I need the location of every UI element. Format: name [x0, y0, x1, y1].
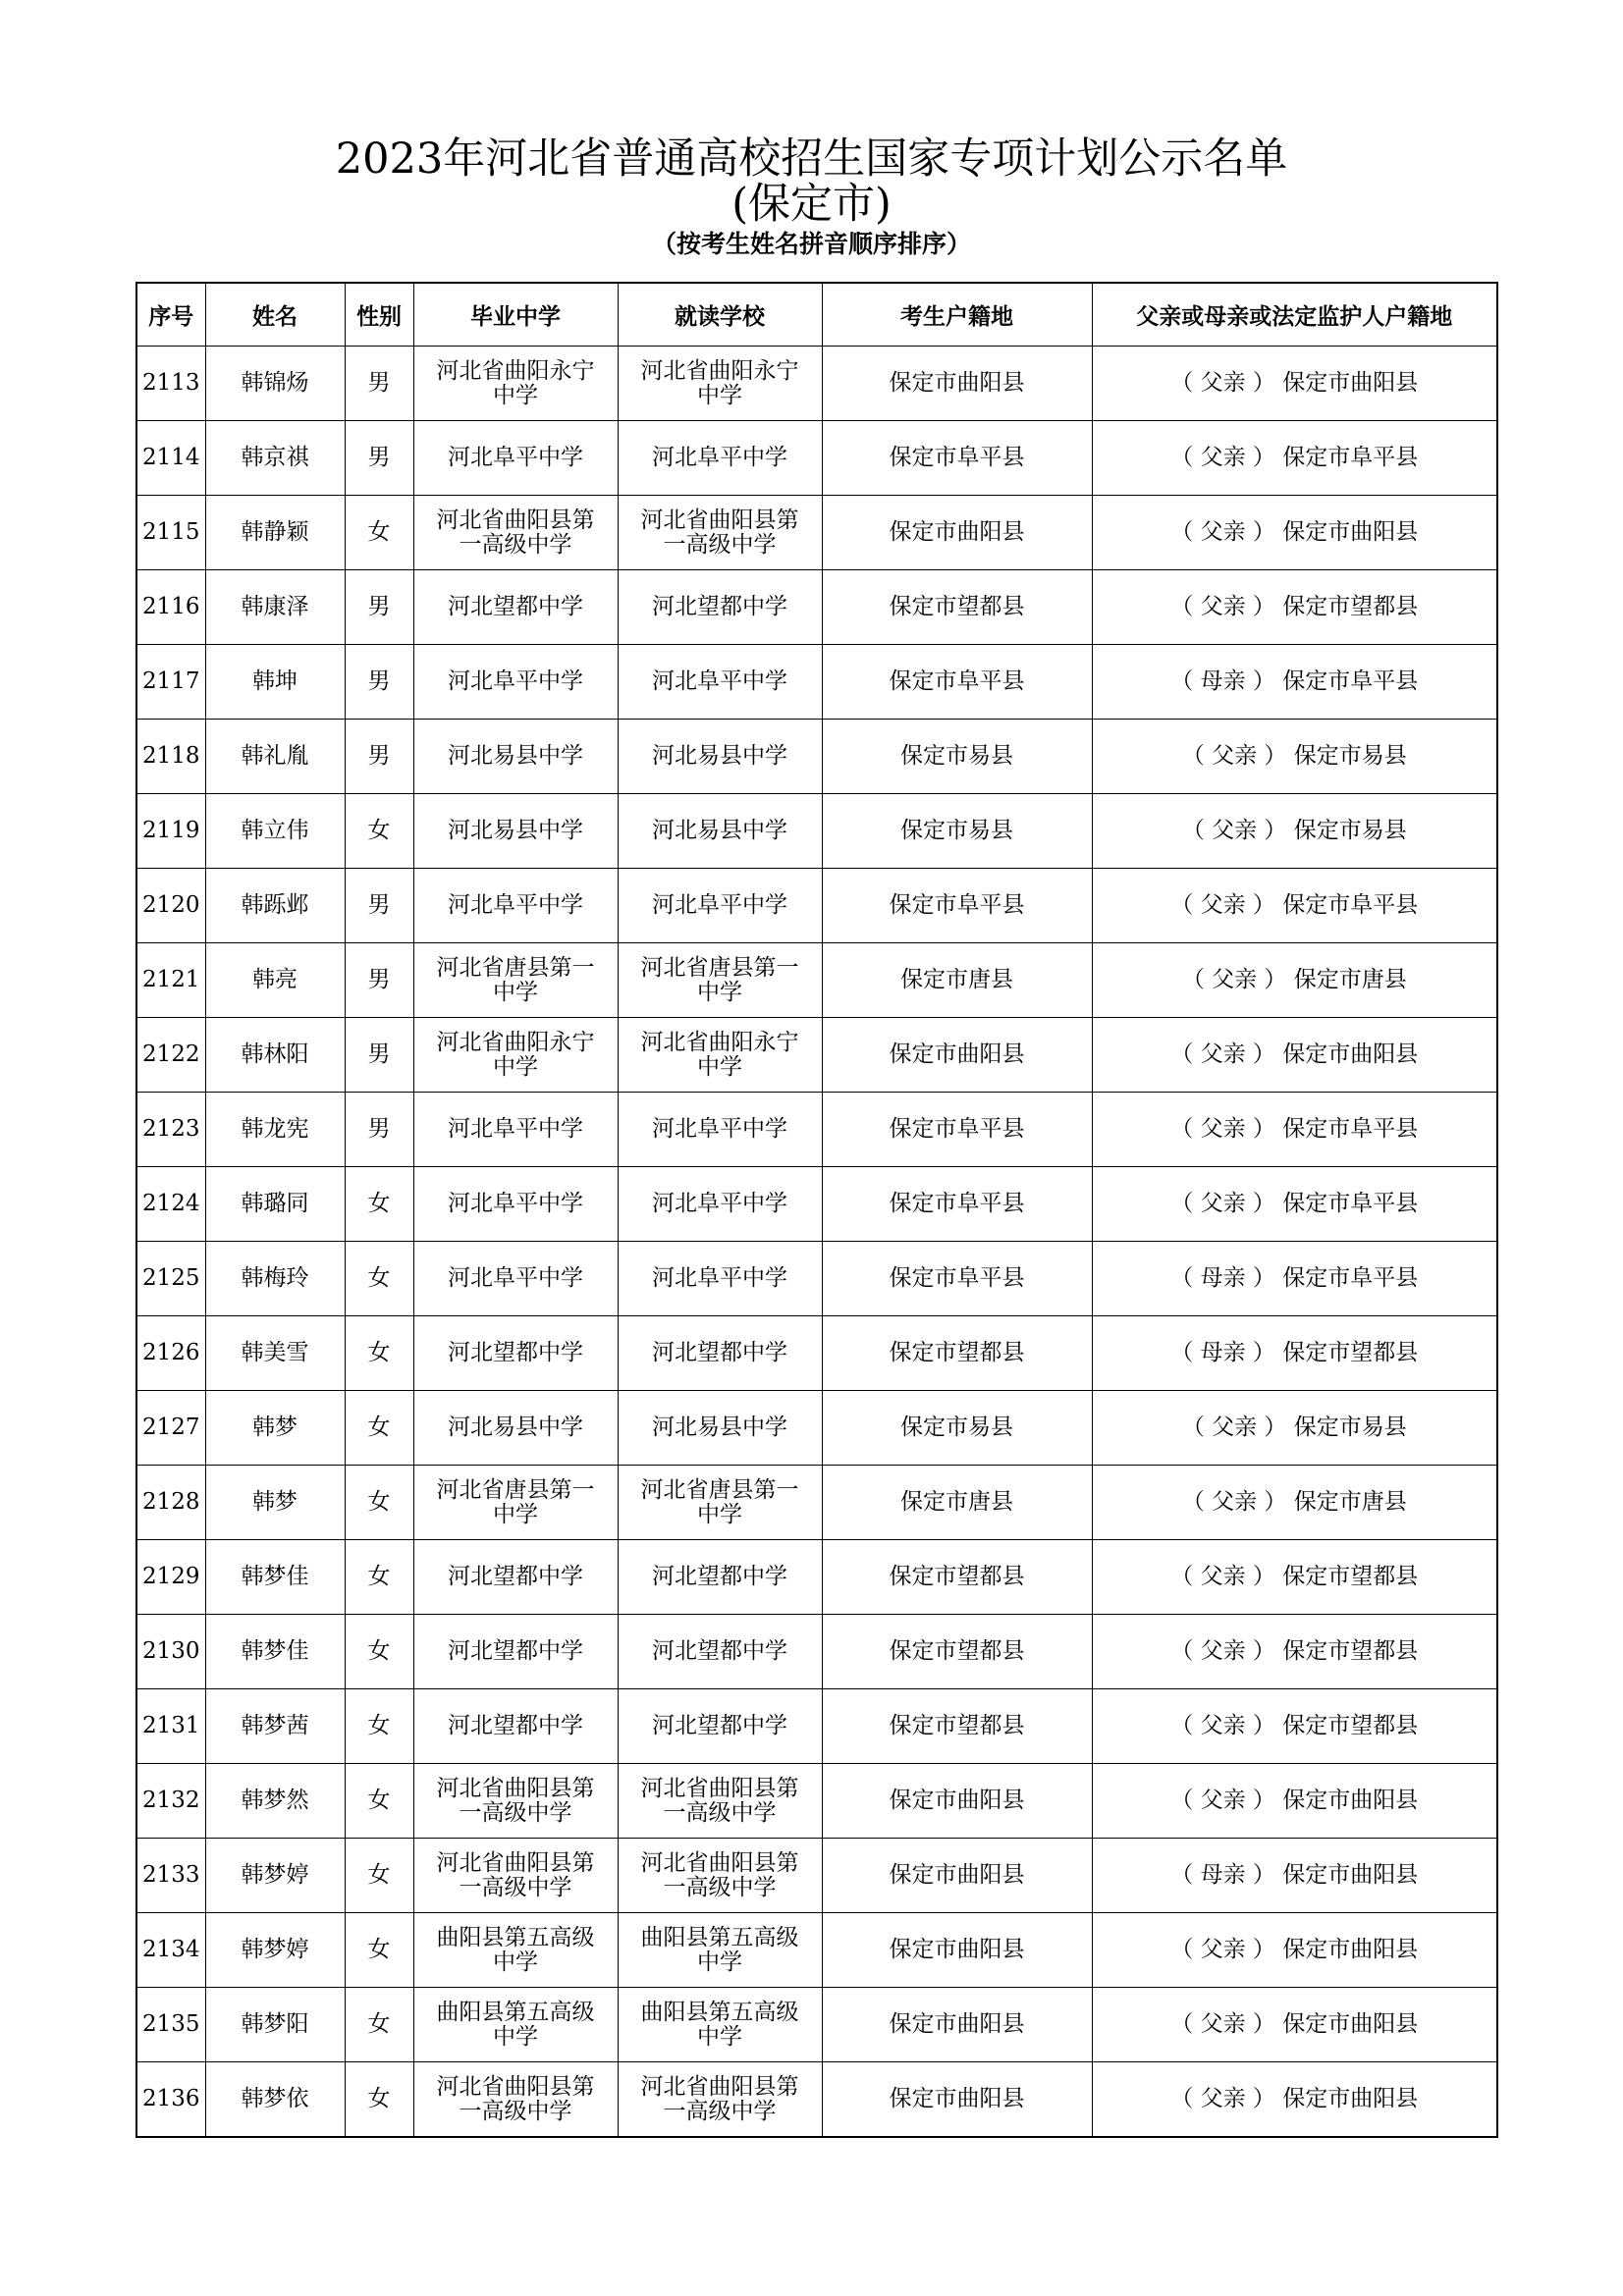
cell-name: 韩亮: [205, 943, 345, 1018]
table-row: [136, 794, 1497, 869]
table-row: [136, 1167, 1497, 1242]
cell-graduation-school-text: 河北望都中学: [448, 1638, 583, 1664]
cell-name: 韩梦阳: [205, 1988, 345, 2062]
cell-current-school-text: 河北望都中学: [652, 1340, 787, 1365]
cell-seq: 2122: [136, 1018, 205, 1093]
cell-graduation-school: [413, 1093, 618, 1167]
table-row: [136, 1913, 1497, 1988]
cell-gender: 女: [345, 1540, 413, 1615]
cell-graduation-school: [413, 1615, 618, 1689]
cell-gender: 男: [345, 645, 413, 720]
cell-seq: 2135: [136, 1988, 205, 2062]
cell-name: 韩康泽: [205, 570, 345, 645]
cell-guardian-residence: （ 父亲 ） 保定市曲阳县: [1092, 347, 1497, 421]
cell-name: 韩梦依: [205, 2062, 345, 2138]
column-header-seq: 序号: [136, 283, 205, 347]
cell-current-school-text: 河北省曲阳县第一高级中学: [640, 2073, 799, 2124]
table-row: [136, 1316, 1497, 1391]
table-row: [136, 347, 1497, 421]
cell-current-school: [618, 1093, 822, 1167]
cell-residence: 保定市唐县: [822, 1466, 1092, 1540]
cell-guardian-residence: （ 母亲 ） 保定市阜平县: [1092, 1242, 1497, 1316]
cell-guardian-residence: （ 父亲 ） 保定市阜平县: [1092, 421, 1497, 496]
cell-seq: 2131: [136, 1689, 205, 1764]
cell-guardian-residence: （ 父亲 ） 保定市唐县: [1092, 943, 1497, 1018]
cell-current-school-text: 河北易县中学: [652, 1415, 787, 1440]
cell-seq: 2132: [136, 1764, 205, 1839]
cell-guardian-residence: （ 父亲 ） 保定市阜平县: [1092, 869, 1497, 943]
table-row: [136, 570, 1497, 645]
cell-graduation-school: [413, 1839, 618, 1913]
cell-guardian-residence: （ 父亲 ） 保定市曲阳县: [1092, 2062, 1497, 2138]
cell-gender: 男: [345, 943, 413, 1018]
cell-current-school-text: 曲阳县第五高级中学: [640, 1999, 799, 2050]
cell-name: 韩龙宪: [205, 1093, 345, 1167]
cell-residence: 保定市望都县: [822, 1540, 1092, 1615]
cell-graduation-school-text: 河北阜平中学: [448, 892, 583, 918]
cell-current-school: [618, 645, 822, 720]
cell-guardian-residence: （ 父亲 ） 保定市唐县: [1092, 1466, 1497, 1540]
cell-guardian-residence: （ 父亲 ） 保定市曲阳县: [1092, 1018, 1497, 1093]
cell-current-school: [618, 794, 822, 869]
cell-name: 韩梦婷: [205, 1839, 345, 1913]
cell-residence: 保定市阜平县: [822, 1167, 1092, 1242]
table-row: [136, 720, 1497, 794]
cell-guardian-residence: （ 父亲 ） 保定市阜平县: [1092, 1167, 1497, 1242]
cell-residence: 保定市曲阳县: [822, 347, 1092, 421]
cell-gender: 男: [345, 570, 413, 645]
cell-residence: 保定市望都县: [822, 1615, 1092, 1689]
cell-current-school-text: 河北省唐县第一中学: [640, 1476, 799, 1527]
cell-name: 韩跞邺: [205, 869, 345, 943]
cell-seq: 2134: [136, 1913, 205, 1988]
cell-residence: 保定市易县: [822, 720, 1092, 794]
cell-seq: 2121: [136, 943, 205, 1018]
cell-graduation-school: [413, 570, 618, 645]
cell-graduation-school-text: 河北望都中学: [448, 594, 583, 619]
table-row: [136, 2062, 1497, 2138]
cell-graduation-school-text: 河北省曲阳县第一高级中学: [436, 2073, 595, 2124]
cell-current-school: [618, 1764, 822, 1839]
cell-current-school-text: 河北阜平中学: [652, 668, 787, 694]
cell-current-school: [618, 1242, 822, 1316]
cell-current-school: [618, 570, 822, 645]
cell-seq: 2118: [136, 720, 205, 794]
cell-seq: 2114: [136, 421, 205, 496]
document-title: 2023年河北省普通高校招生国家专项计划公示名单: [335, 134, 1288, 184]
cell-graduation-school-text: 河北阜平中学: [448, 1265, 583, 1291]
cell-gender: 男: [345, 1093, 413, 1167]
cell-current-school-text: 河北望都中学: [652, 594, 787, 619]
cell-name: 韩梦: [205, 1391, 345, 1466]
cell-gender: 女: [345, 1466, 413, 1540]
cell-graduation-school: [413, 869, 618, 943]
cell-current-school: [618, 496, 822, 570]
table-row: [136, 943, 1497, 1018]
cell-current-school: [618, 869, 822, 943]
cell-current-school-text: 河北易县中学: [652, 743, 787, 769]
column-header-graduation-school: 毕业中学: [413, 283, 618, 347]
table-row: [136, 1093, 1497, 1167]
cell-guardian-residence: （ 父亲 ） 保定市望都县: [1092, 1689, 1497, 1764]
cell-current-school-text: 河北阜平中学: [652, 1265, 787, 1291]
cell-current-school: [618, 1988, 822, 2062]
cell-guardian-residence: （ 父亲 ） 保定市望都县: [1092, 570, 1497, 645]
cell-current-school-text: 河北阜平中学: [652, 445, 787, 470]
cell-name: 韩梅玲: [205, 1242, 345, 1316]
cell-residence: 保定市曲阳县: [822, 1913, 1092, 1988]
cell-name: 韩京祺: [205, 421, 345, 496]
cell-guardian-residence: （ 父亲 ） 保定市曲阳县: [1092, 496, 1497, 570]
cell-residence: 保定市阜平县: [822, 1093, 1092, 1167]
cell-current-school: [618, 1615, 822, 1689]
cell-seq: 2115: [136, 496, 205, 570]
cell-seq: 2120: [136, 869, 205, 943]
cell-name: 韩梦: [205, 1466, 345, 1540]
table-row: [136, 1764, 1497, 1839]
cell-graduation-school: [413, 1540, 618, 1615]
table-row: [136, 1689, 1497, 1764]
cell-graduation-school: [413, 1167, 618, 1242]
table-row: [136, 421, 1497, 496]
cell-graduation-school: [413, 421, 618, 496]
cell-current-school-text: 河北省曲阳永宁中学: [640, 357, 799, 408]
cell-guardian-residence: （ 父亲 ） 保定市易县: [1092, 1391, 1497, 1466]
cell-seq: 2128: [136, 1466, 205, 1540]
cell-graduation-school-text: 河北省曲阳县第一高级中学: [436, 1849, 595, 1900]
cell-residence: 保定市曲阳县: [822, 2062, 1092, 2138]
cell-current-school: [618, 1167, 822, 1242]
cell-current-school: [618, 421, 822, 496]
cell-current-school: [618, 1018, 822, 1093]
table-row: [136, 1391, 1497, 1466]
cell-graduation-school: [413, 2062, 618, 2138]
cell-name: 韩璐同: [205, 1167, 345, 1242]
cell-seq: 2124: [136, 1167, 205, 1242]
cell-current-school: [618, 1316, 822, 1391]
cell-residence: 保定市阜平县: [822, 869, 1092, 943]
cell-current-school: [618, 1391, 822, 1466]
cell-current-school-text: 河北望都中学: [652, 1638, 787, 1664]
cell-guardian-residence: （ 父亲 ） 保定市望都县: [1092, 1615, 1497, 1689]
cell-gender: 男: [345, 1018, 413, 1093]
cell-name: 韩梦婷: [205, 1913, 345, 1988]
cell-gender: 女: [345, 2062, 413, 2138]
cell-seq: 2136: [136, 2062, 205, 2138]
document-city: (保定市): [731, 180, 892, 229]
cell-name: 韩梦佳: [205, 1615, 345, 1689]
cell-guardian-residence: （ 父亲 ） 保定市曲阳县: [1092, 1764, 1497, 1839]
cell-guardian-residence: （ 父亲 ） 保定市易县: [1092, 720, 1497, 794]
cell-name: 韩梦然: [205, 1764, 345, 1839]
cell-current-school: [618, 1689, 822, 1764]
cell-current-school: [618, 347, 822, 421]
cell-graduation-school: [413, 1242, 618, 1316]
cell-graduation-school-text: 河北望都中学: [448, 1564, 583, 1589]
cell-gender: 女: [345, 1167, 413, 1242]
cell-seq: 2126: [136, 1316, 205, 1391]
cell-current-school-text: 河北省曲阳县第一高级中学: [640, 1775, 799, 1826]
cell-guardian-residence: （ 父亲 ） 保定市易县: [1092, 794, 1497, 869]
cell-guardian-residence: （ 父亲 ） 保定市阜平县: [1092, 1093, 1497, 1167]
cell-gender: 女: [345, 1689, 413, 1764]
cell-current-school: [618, 1913, 822, 1988]
cell-graduation-school-text: 河北易县中学: [448, 818, 583, 843]
table-header-row: [136, 283, 1497, 347]
cell-graduation-school-text: 河北省唐县第一中学: [436, 954, 595, 1005]
cell-graduation-school-text: 河北阜平中学: [448, 1116, 583, 1142]
table-row: [136, 1466, 1497, 1540]
cell-graduation-school-text: 河北省曲阳永宁中学: [436, 1029, 595, 1080]
cell-graduation-school-text: 河北阜平中学: [448, 668, 583, 694]
cell-name: 韩礼胤: [205, 720, 345, 794]
cell-graduation-school-text: 河北省唐县第一中学: [436, 1476, 595, 1527]
column-header-residence: 考生户籍地: [822, 283, 1092, 347]
cell-graduation-school: [413, 1764, 618, 1839]
cell-residence: 保定市曲阳县: [822, 1839, 1092, 1913]
cell-seq: 2123: [136, 1093, 205, 1167]
cell-name: 韩坤: [205, 645, 345, 720]
cell-residence: 保定市阜平县: [822, 1242, 1092, 1316]
table-row: [136, 645, 1497, 720]
cell-current-school: [618, 1839, 822, 1913]
cell-gender: 女: [345, 1839, 413, 1913]
cell-residence: 保定市望都县: [822, 1689, 1092, 1764]
cell-gender: 男: [345, 720, 413, 794]
cell-residence: 保定市易县: [822, 794, 1092, 869]
column-header-name: 姓名: [205, 283, 345, 347]
cell-graduation-school-text: 河北省曲阳永宁中学: [436, 357, 595, 408]
column-header-gender: 性别: [345, 283, 413, 347]
cell-gender: 女: [345, 496, 413, 570]
cell-current-school: [618, 2062, 822, 2138]
cell-current-school: [618, 943, 822, 1018]
cell-graduation-school: [413, 645, 618, 720]
cell-gender: 女: [345, 1242, 413, 1316]
cell-graduation-school: [413, 1689, 618, 1764]
admission-list-table: [135, 282, 1498, 2138]
cell-current-school: [618, 1540, 822, 1615]
table-row: [136, 1540, 1497, 1615]
cell-seq: 2119: [136, 794, 205, 869]
table-row: [136, 496, 1497, 570]
cell-name: 韩林阳: [205, 1018, 345, 1093]
cell-graduation-school-text: 曲阳县第五高级中学: [436, 1924, 595, 1975]
cell-seq: 2130: [136, 1615, 205, 1689]
cell-current-school-text: 河北阜平中学: [652, 892, 787, 918]
cell-current-school-text: 曲阳县第五高级中学: [640, 1924, 799, 1975]
cell-graduation-school: [413, 794, 618, 869]
cell-graduation-school-text: 河北易县中学: [448, 743, 583, 769]
cell-current-school-text: 河北省曲阳永宁中学: [640, 1029, 799, 1080]
cell-residence: 保定市望都县: [822, 570, 1092, 645]
column-header-current-school: 就读学校: [618, 283, 822, 347]
cell-seq: 2117: [136, 645, 205, 720]
cell-graduation-school-text: 河北省曲阳县第一高级中学: [436, 507, 595, 558]
cell-name: 韩立伟: [205, 794, 345, 869]
cell-current-school-text: 河北易县中学: [652, 818, 787, 843]
cell-seq: 2113: [136, 347, 205, 421]
cell-current-school-text: 河北阜平中学: [652, 1191, 787, 1216]
table-row: [136, 1839, 1497, 1913]
cell-graduation-school: [413, 1316, 618, 1391]
cell-gender: 男: [345, 421, 413, 496]
cell-current-school: [618, 720, 822, 794]
cell-graduation-school-text: 河北阜平中学: [448, 445, 583, 470]
cell-current-school-text: 河北望都中学: [652, 1713, 787, 1738]
cell-gender: 男: [345, 869, 413, 943]
cell-name: 韩静颖: [205, 496, 345, 570]
cell-graduation-school: [413, 496, 618, 570]
cell-graduation-school: [413, 1466, 618, 1540]
cell-graduation-school: [413, 1391, 618, 1466]
cell-gender: 男: [345, 347, 413, 421]
cell-residence: 保定市唐县: [822, 943, 1092, 1018]
cell-name: 韩锦炀: [205, 347, 345, 421]
cell-seq: 2133: [136, 1839, 205, 1913]
cell-seq: 2129: [136, 1540, 205, 1615]
cell-graduation-school-text: 河北省曲阳县第一高级中学: [436, 1775, 595, 1826]
cell-name: 韩美雪: [205, 1316, 345, 1391]
cell-current-school-text: 河北省曲阳县第一高级中学: [640, 507, 799, 558]
cell-guardian-residence: （ 父亲 ） 保定市曲阳县: [1092, 1913, 1497, 1988]
cell-graduation-school: [413, 1913, 618, 1988]
cell-gender: 女: [345, 1764, 413, 1839]
cell-residence: 保定市曲阳县: [822, 496, 1092, 570]
cell-residence: 保定市阜平县: [822, 645, 1092, 720]
cell-guardian-residence: （ 母亲 ） 保定市望都县: [1092, 1316, 1497, 1391]
cell-residence: 保定市曲阳县: [822, 1018, 1092, 1093]
cell-guardian-residence: （ 父亲 ） 保定市望都县: [1092, 1540, 1497, 1615]
cell-graduation-school: [413, 943, 618, 1018]
cell-graduation-school-text: 河北易县中学: [448, 1415, 583, 1440]
table-body: [136, 347, 1497, 2138]
table-row: [136, 1242, 1497, 1316]
cell-name: 韩梦佳: [205, 1540, 345, 1615]
cell-graduation-school: [413, 1018, 618, 1093]
cell-gender: 女: [345, 794, 413, 869]
cell-graduation-school-text: 河北阜平中学: [448, 1191, 583, 1216]
column-header-guardian-residence: 父亲或母亲或法定监护人户籍地: [1092, 283, 1497, 347]
cell-seq: 2125: [136, 1242, 205, 1316]
cell-current-school: [618, 1466, 822, 1540]
cell-seq: 2116: [136, 570, 205, 645]
cell-graduation-school: [413, 1988, 618, 2062]
cell-current-school-text: 河北阜平中学: [652, 1116, 787, 1142]
cell-gender: 女: [345, 1316, 413, 1391]
cell-current-school-text: 河北望都中学: [652, 1564, 787, 1589]
cell-graduation-school: [413, 347, 618, 421]
cell-graduation-school: [413, 720, 618, 794]
cell-name: 韩梦茜: [205, 1689, 345, 1764]
cell-guardian-residence: （ 母亲 ） 保定市阜平县: [1092, 645, 1497, 720]
cell-residence: 保定市曲阳县: [822, 1988, 1092, 2062]
table-row: [136, 1018, 1497, 1093]
cell-graduation-school-text: 河北望都中学: [448, 1340, 583, 1365]
cell-gender: 女: [345, 1391, 413, 1466]
table-row: [136, 1988, 1497, 2062]
cell-gender: 女: [345, 1615, 413, 1689]
table-row: [136, 869, 1497, 943]
cell-residence: 保定市阜平县: [822, 421, 1092, 496]
cell-current-school-text: 河北省曲阳县第一高级中学: [640, 1849, 799, 1900]
cell-residence: 保定市望都县: [822, 1316, 1092, 1391]
cell-guardian-residence: （ 父亲 ） 保定市曲阳县: [1092, 1988, 1497, 2062]
table-row: [136, 1615, 1497, 1689]
document-subtitle: （按考生姓名拼音顺序排序）: [651, 230, 971, 258]
cell-seq: 2127: [136, 1391, 205, 1466]
cell-current-school-text: 河北省唐县第一中学: [640, 954, 799, 1005]
cell-graduation-school-text: 河北望都中学: [448, 1713, 583, 1738]
cell-gender: 女: [345, 1988, 413, 2062]
cell-residence: 保定市曲阳县: [822, 1764, 1092, 1839]
cell-graduation-school-text: 曲阳县第五高级中学: [436, 1999, 595, 2050]
cell-guardian-residence: （ 母亲 ） 保定市曲阳县: [1092, 1839, 1497, 1913]
cell-gender: 女: [345, 1913, 413, 1988]
cell-residence: 保定市易县: [822, 1391, 1092, 1466]
